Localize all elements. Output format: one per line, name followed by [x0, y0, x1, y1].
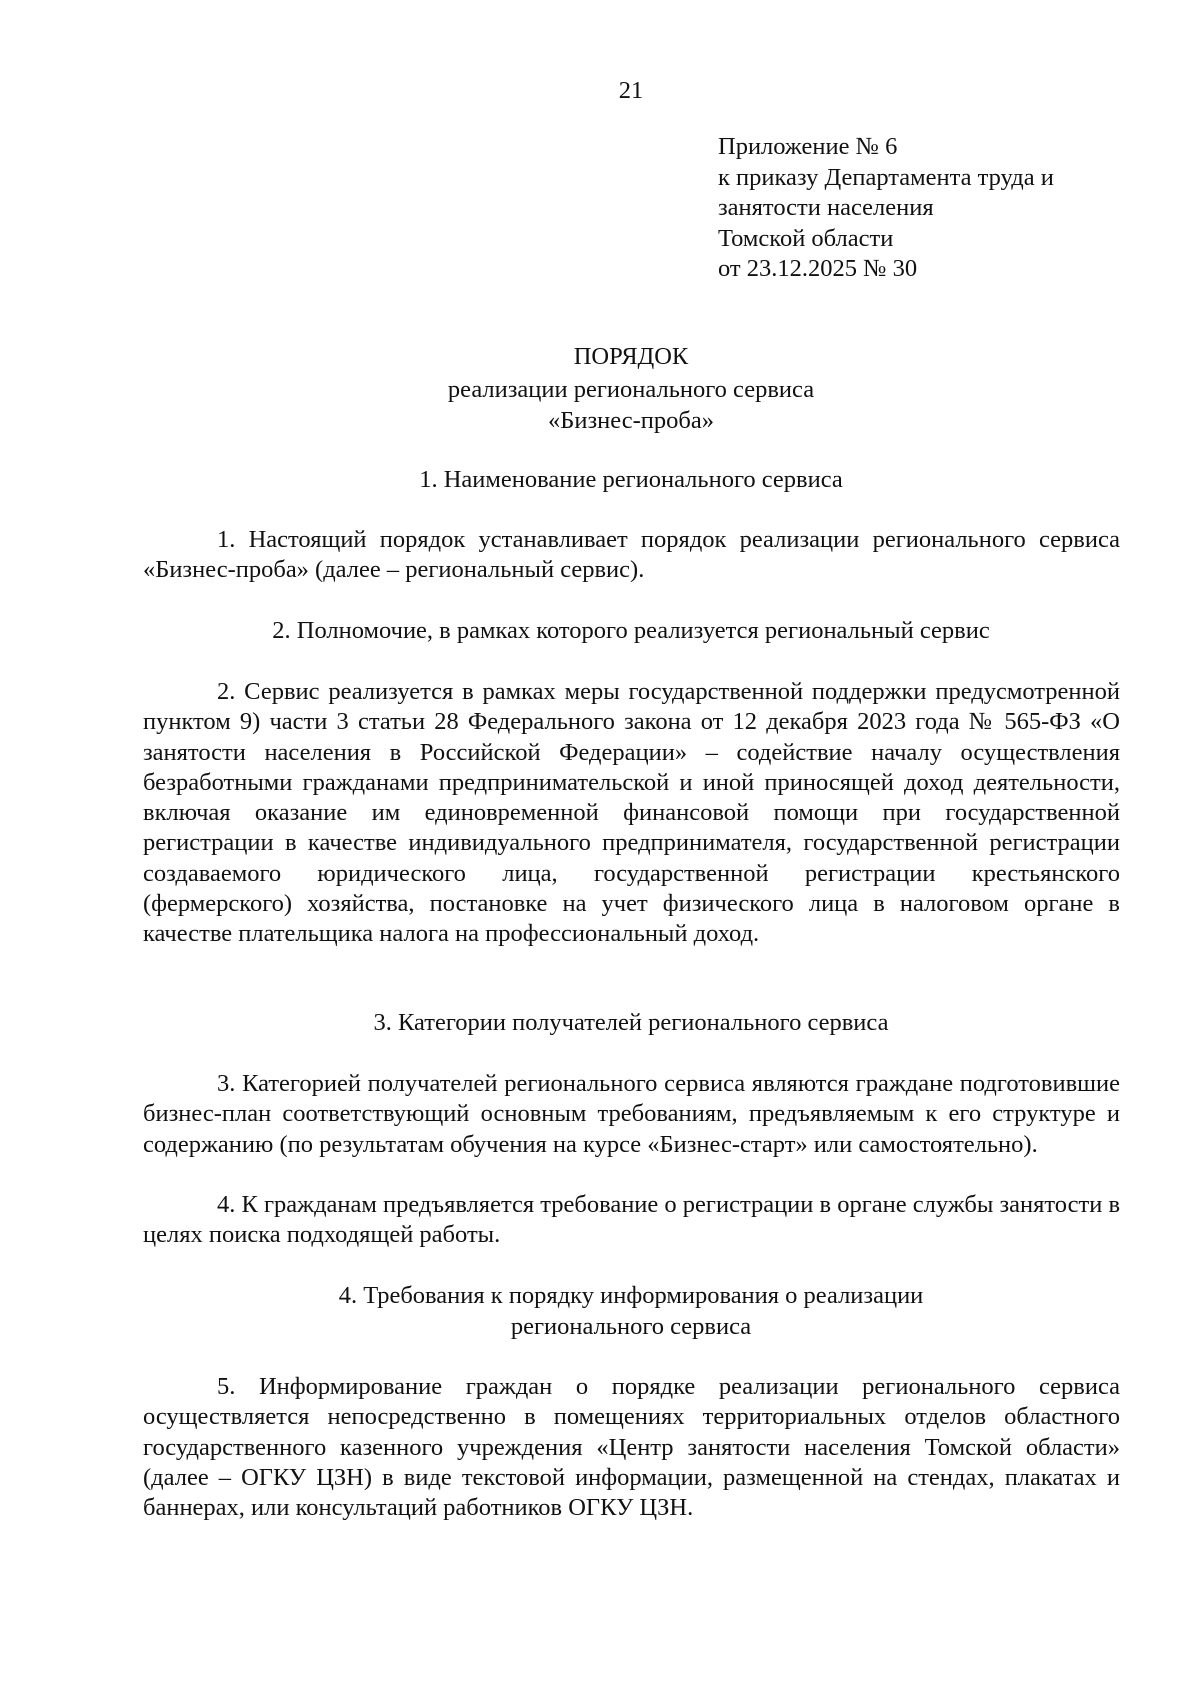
section-heading: [0, 1281, 1200, 1342]
section-heading: [0, 1008, 1200, 1039]
title-line: реализации регионального сервиса: [447, 376, 815, 403]
section-heading-line: регионального сервиса: [510, 1312, 752, 1340]
section-heading-line: 2. Полномочие, в рамках которого реализуется региональный сервис: [272, 617, 990, 644]
paragraph: 4. К гражданам предъявляется требование о регистрации в органе службы занятости в целях поиска подходящей работы.: [143, 1191, 1121, 1249]
title-line: ПОРЯДОК: [573, 343, 689, 370]
appendix-line: Томской области: [718, 224, 894, 252]
section-heading-line: 4. Требования к порядку информирования о реализации: [338, 1282, 924, 1309]
appendix-line: занятости населения: [718, 194, 934, 221]
section-heading: [0, 616, 1200, 647]
page-number: 21: [618, 77, 644, 104]
paragraph: 1. Настоящий порядок устанавливает порядок реализации регионального сервиса «Бизнес-проба» (далее – региональный сервис).: [143, 526, 1120, 584]
section-heading-line: 1. Наименование регионального сервиса: [419, 466, 843, 493]
title-line: «Бизнес-проба»: [548, 407, 714, 434]
appendix-line: Приложение № 6: [718, 133, 898, 160]
paragraph: 2. Сервис реализуется в рамках меры государственной поддержки предусмотренной пунктом 9) части 3 статьи 28 Федерального закона от 12 декабря 2023 года № 565-ФЗ «О занятости населения в Российской Федерации» – содействие началу осуществления безработными гражданами предпринимательской и иной приносящей доход деятельности, включая оказание им единовременной финансовой помощи при государственной регистрации в качестве индивидуального предпринимателя, государственной регистрации создаваемого юридического лица, государственной регистрации крестьянского (фермерского) хозяйства, постановке на учет физического лица в налоговом органе в качестве плательщика налога на профессиональный доход.: [143, 678, 1120, 948]
appendix-line: от 23.12.2025 № 30: [718, 255, 918, 282]
appendix-line: к приказу Департамента труда и: [718, 163, 1054, 191]
paragraph: 5. Информирование граждан о порядке реализации регионального сервиса осуществляется непосредственно в помещениях территориальных отделов областного государственного казенного учреждения «Центр занятости населения Томской области» (далее – ОГКУ ЦЗН) в виде текстовой информации, размещенной на стендах, плакатах и баннерах, или консультаций работников ОГКУ ЦЗН.: [143, 1373, 1120, 1522]
section-heading: [0, 465, 1200, 496]
section-heading-line: 3. Категории получателей регионального сервиса: [373, 1009, 889, 1036]
appendix-block: [718, 132, 1054, 285]
paragraph: 3. Категорией получателей регионального сервиса являются граждане подготовившие бизнес-план соответствующий основным требованиям, предъявляемым к его структуре и содержанию (по результатам обучения на курсе «Бизнес-старт» или самостоятельно).: [143, 1070, 1120, 1158]
document-title: [0, 341, 1200, 436]
